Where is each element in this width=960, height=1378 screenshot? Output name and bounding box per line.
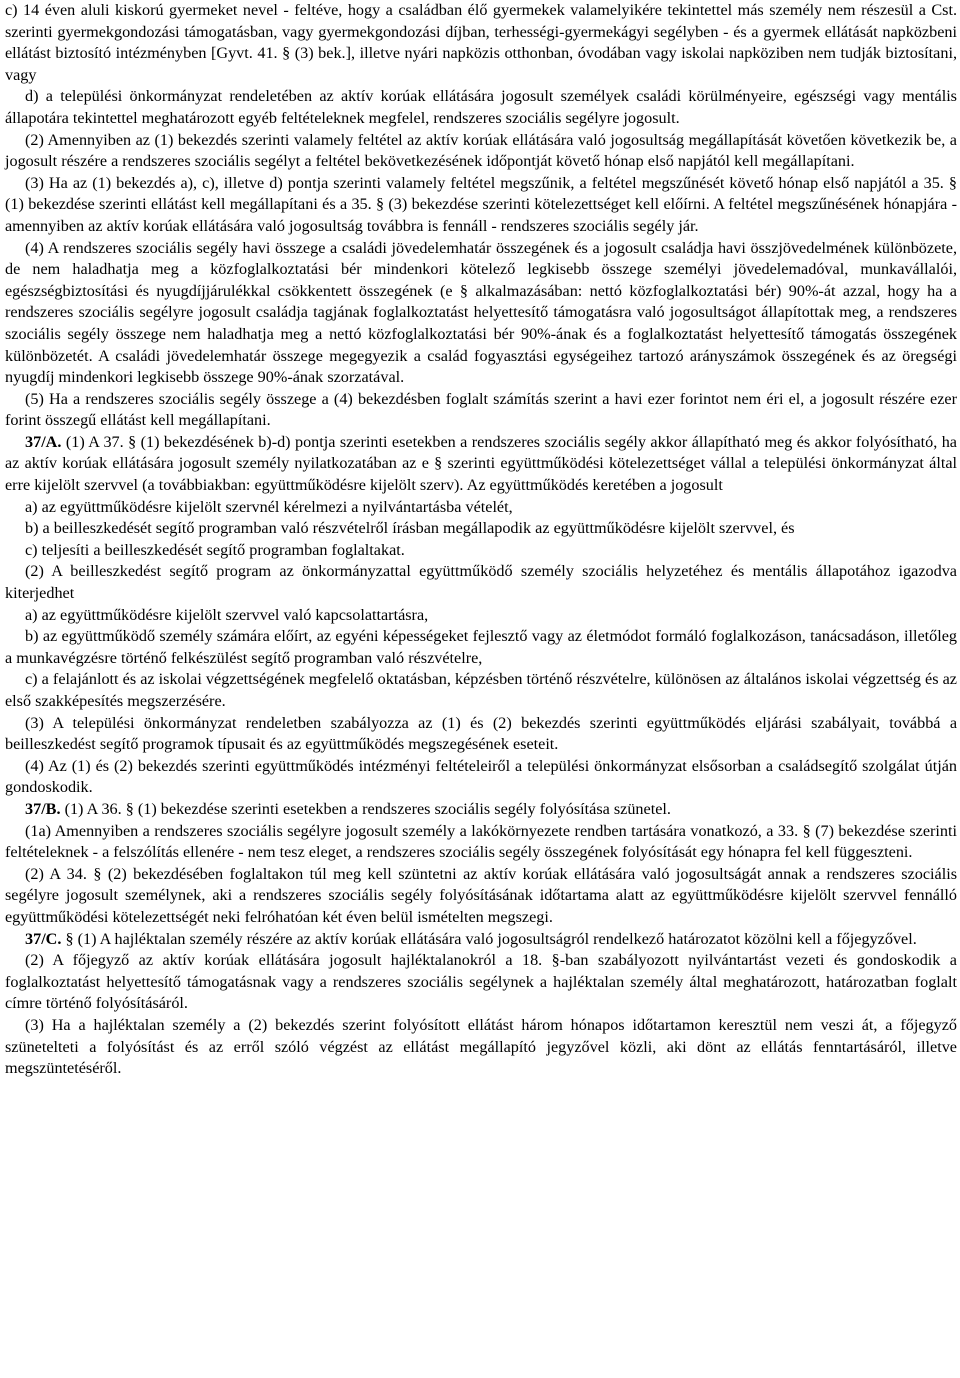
paragraph-37a-3 [5, 713, 957, 756]
paragraph-37b-1a [5, 821, 957, 864]
section-37b-1 [5, 799, 957, 821]
paragraph-37a-c-point [5, 540, 957, 562]
paragraph-text: (2) Amennyiben az (1) bekezdés szerinti valamely feltétel az aktív korúak ellátására való jogosultság megállapítását követően következik be, a jogosult részére a rendszeres szociális segélyt a feltétel bekövetkezésének időpontját követő hónap első napjától kell megállapítani. [5, 130, 957, 171]
paragraph-37-2 [5, 130, 957, 173]
paragraph-text: (3) Ha az (1) bekezdés a), c), illetve d) pontja szerinti valamely feltétel megszűnik, a feltétel megszűnését követő hónap első napjától a 35. § (1) bekezdése szerinti ellátást kell megállapítani és a 35. § (3) bekezdése szerinti kötelezettséget kell előírni. A feltétel megszűnésének hónapjára - amennyiben az aktív korúak ellátására való jogosultság továbbra is fennáll - rendszeres szociális segély jár. [5, 173, 957, 235]
paragraph-37-3 [5, 173, 957, 238]
section-number: 37/A. [25, 432, 62, 451]
paragraph-text: c) a felajánlott és az iskolai végzettségének megfelelő oktatásban, képzésben történő részvételre, különösen az általános iskolai végzettség és az első szakképesítés megszerzésére. [5, 670, 957, 710]
paragraph-text: d) a települési önkormányzat rendeletében az aktív korúak ellátására jogosult személyek családi körülményeire, egészségi vagy mentális állapotára tekintettel meghatározott egyéb feltételeknek megfelel, rendszeres szociális segélyre jogosult. [5, 87, 957, 127]
paragraph-37a-4 [5, 756, 957, 799]
paragraph-37a-2-a-point [5, 605, 957, 627]
paragraph-d-point [5, 86, 957, 129]
paragraph-37a-2-b-point [5, 626, 957, 669]
paragraph-text: § (1) A hajléktalan személy részére az aktív korúak ellátására való jogosultságról rendelkező határozatot közölni kell a főjegyzővel. [61, 929, 917, 948]
paragraph-text: (1) A 36. § (1) bekezdése szerinti esetekben a rendszeres szociális segély folyósítása szünetel. [60, 799, 671, 818]
paragraph-text: (2) A főjegyző az aktív korúak ellátására jogosult hajléktalanokról a 18. §-ban szabályozott nyilvántartást vezeti és gondoskodik a foglalkoztatást helyettesítő támogatásnak vagy a rendszeres szociális segélynek a hajléktalan személy által meghatározott, határozatban foglalt címre történő folyósításáról. [5, 951, 957, 1013]
paragraph-text: (5) Ha a rendszeres szociális segély összege a (4) bekezdésben foglalt számítás szerint a havi ezer forintot nem éri el, a jogosult részére ezer forint összegű ellátást kell megállapítani. [5, 389, 957, 430]
section-37a-1 [5, 432, 957, 497]
paragraph-text: (3) Ha a hajléktalan személy a (2) bekezdés szerint folyósított ellátást három hónapos időtartamon keresztül nem veszi át, a főjegyző szünetelteti a folyósítást és az erről szóló végzést az ellátást megállapító jegyzővel közli, aki dönt az ellátás fenntartásáról, illetve megszüntetéséről. [5, 1015, 957, 1078]
paragraph-text: (4) A rendszeres szociális segély havi összege a családi jövedelemhatár összegének és a jogosult családja havi összjövedelmének különbözete, de nem haladhatja meg a közfoglalkoztatási bér mindenkori kötelező legkisebb összege személyi jövedelemadóval, munkavállalói, egészségbiztosítási és nyugdíjjárulékkal csökkentett összegének (e § alkalmazásában: nettó közfoglalkoztatási bér) 90%-át azzal, hogy ha a rendszeres szociális segélyre jogosult családja tagjának foglalkoztatást helyettesítő támogatásra való jogosultságot állapítottak meg, a rendszeres szociális segély összege nem haladhatja meg a nettó közfoglalkoztatási bér 90%-ának és a foglalkoztatást helyettesítő támogatás összegének különbözetét. A családi jövedelemhatár összege megegyezik a család fogyasztási egységeihez tartozó arányszámok összegének és az öregségi nyugdíj mindenkori legkisebb összege 90%-ának szorzatával. [5, 238, 957, 387]
paragraph-37b-2 [5, 864, 957, 929]
paragraph-text: (3) A települési önkormányzat rendeletben szabályozza az (1) és (2) bekezdés szerinti együttműködés eljárási szabályait, továbbá a beilleszkedést segítő programok típusait és az együttműködés megszegésének eseteit. [5, 713, 957, 754]
paragraph-37a-2 [5, 561, 957, 604]
paragraph-37a-2-c-point [5, 669, 957, 712]
paragraph-text: (2) A beilleszkedést segítő program az önkormányzattal együttműködő személy szociális helyzetéhez és mentális állapotához igazodva kiterjedhet [5, 562, 957, 603]
paragraph-37c-2 [5, 950, 957, 1015]
paragraph-text: c) 14 éven aluli kiskorú gyermeket nevel - feltéve, hogy a családban élő gyermekek valamelyikére tekintettel más személy nem részesül a Cst. szerinti gyermekgondozási támogatásban, vagy gyermekgondozási díjban, terhességi-gyermekágyi segélyben - és a gyermek ellátását napközbeni ellátást biztosító intézményben [Gyvt. 41. § (3) bek.], illetve nyári napközis otthonban, óvodában vagy iskolai napköziben nem tudják biztosítani, vagy [5, 1, 957, 84]
paragraph-text: c) teljesíti a beilleszkedését segítő programban foglaltakat. [25, 540, 405, 559]
paragraph-text: (1a) Amennyiben a rendszeres szociális segélyre jogosult személy a lakókörnyezete rendben tartására vonatkozó, a 33. § (7) bekezdése szerinti feltételeknek - a felszólítás ellenére - nem tesz eleget, a rendszeres szociális segély összegének folyósítását egy hónapra fel kell függeszteni. [5, 821, 957, 862]
paragraph-text: b) a beilleszkedését segítő programban való részvételről írásban megállapodik az együttműködésre kijelölt szervvel, és [25, 519, 795, 538]
paragraph-37a-b-point [5, 518, 957, 540]
paragraph-text: a) az együttműködésre kijelölt szervvel való kapcsolattartásra, [25, 605, 429, 624]
section-number: 37/B. [25, 799, 61, 818]
paragraph-text: b) az együttműködő személy számára előírt, az egyéni képességeket fejlesztő vagy az életmódot formáló foglalkozáson, tanácsadáson, illetőleg a munkavégzésre történő felkészülést segítő programban való részvételre, [5, 627, 957, 667]
paragraph-c-point [5, 0, 957, 86]
section-37c-1 [5, 929, 957, 951]
paragraph-text: (4) Az (1) és (2) bekezdés szerinti együttműködés intézményi feltételeiről a települési önkormányzat elsősorban a családsegítő szolgálat útján gondoskodik. [5, 756, 957, 797]
paragraph-text: a) az együttműködésre kijelölt szervnél kérelmezi a nyilvántartásba vételét, [25, 497, 513, 516]
paragraph-37c-3 [5, 1015, 957, 1080]
paragraph-37-5 [5, 389, 957, 432]
paragraph-text: (2) A 34. § (2) bekezdésében foglaltakon túl meg kell szüntetni az aktív korúak ellátására való jogosultságát annak a rendszeres szociális segélyre jogosult személynek, aki a rendszeres szociális segély folyósításának időtartama alatt az együttműködésre kijelölt szervvel fennálló együttműködési kötelezettségét neki felróhatóan két éven belül ismételten megszegi. [5, 864, 957, 926]
paragraph-text: (1) A 37. § (1) bekezdésének b)-d) pontja szerinti esetekben a rendszeres szociális segély akkor állapítható meg és akkor folyósítható, ha az aktív korúak ellátására jogosult személy nyilatkozatában az e § szerinti együttműködési kötelezettséget vállal a települési önkormányzat által erre kijelölt szervvel (a továbbiakban: együttműködésre kijelölt szerv). Az együttműködés keretében a jogosult [5, 432, 957, 495]
section-number: 37/C. [25, 929, 62, 948]
paragraph-37a-a-point [5, 497, 957, 519]
paragraph-37-4 [5, 238, 957, 389]
